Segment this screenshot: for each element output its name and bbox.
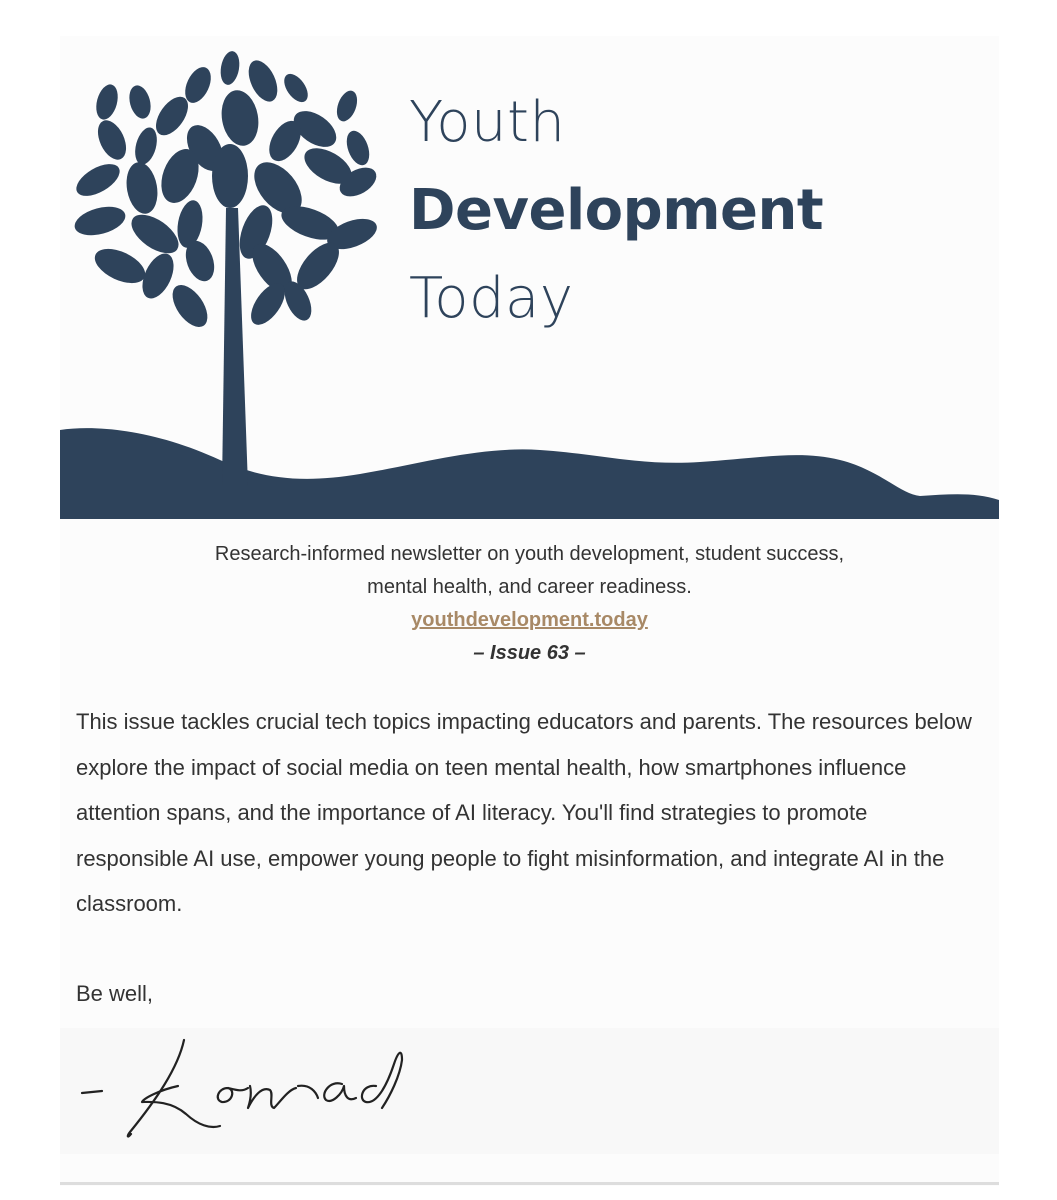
- intro-paragraph: This issue tackles crucial tech topics impacting educators and parents. The resources below explore the impact of social media on teen mental health, how smartphones influence attention spans, and the importance of AI literacy. You'll find strategies to promote responsible AI use, empower young people to fight misinformation, and integrate AI in the classroom.: [76, 709, 972, 916]
- brand-name-development: Development: [409, 178, 824, 243]
- tagline-line-1: Research-informed newsletter on youth development, student success,: [214, 543, 845, 565]
- website-link[interactable]: youthdevelopment.today: [411, 609, 648, 631]
- signoff-text: Be well,: [76, 981, 154, 1006]
- header-banner: [60, 36, 999, 519]
- issue-number: – Issue 63 –: [473, 642, 586, 664]
- brand-name-today: Today: [409, 266, 574, 331]
- footer-divider: [60, 1182, 999, 1185]
- tagline-line-2: mental health, and career readiness.: [367, 576, 692, 598]
- signature-block: [60, 1028, 999, 1154]
- newsletter-tagline: [60, 538, 999, 670]
- brand-name-youth: Youth: [409, 90, 566, 155]
- newsletter-email: [60, 36, 999, 1186]
- signature-image: [60, 1028, 999, 1154]
